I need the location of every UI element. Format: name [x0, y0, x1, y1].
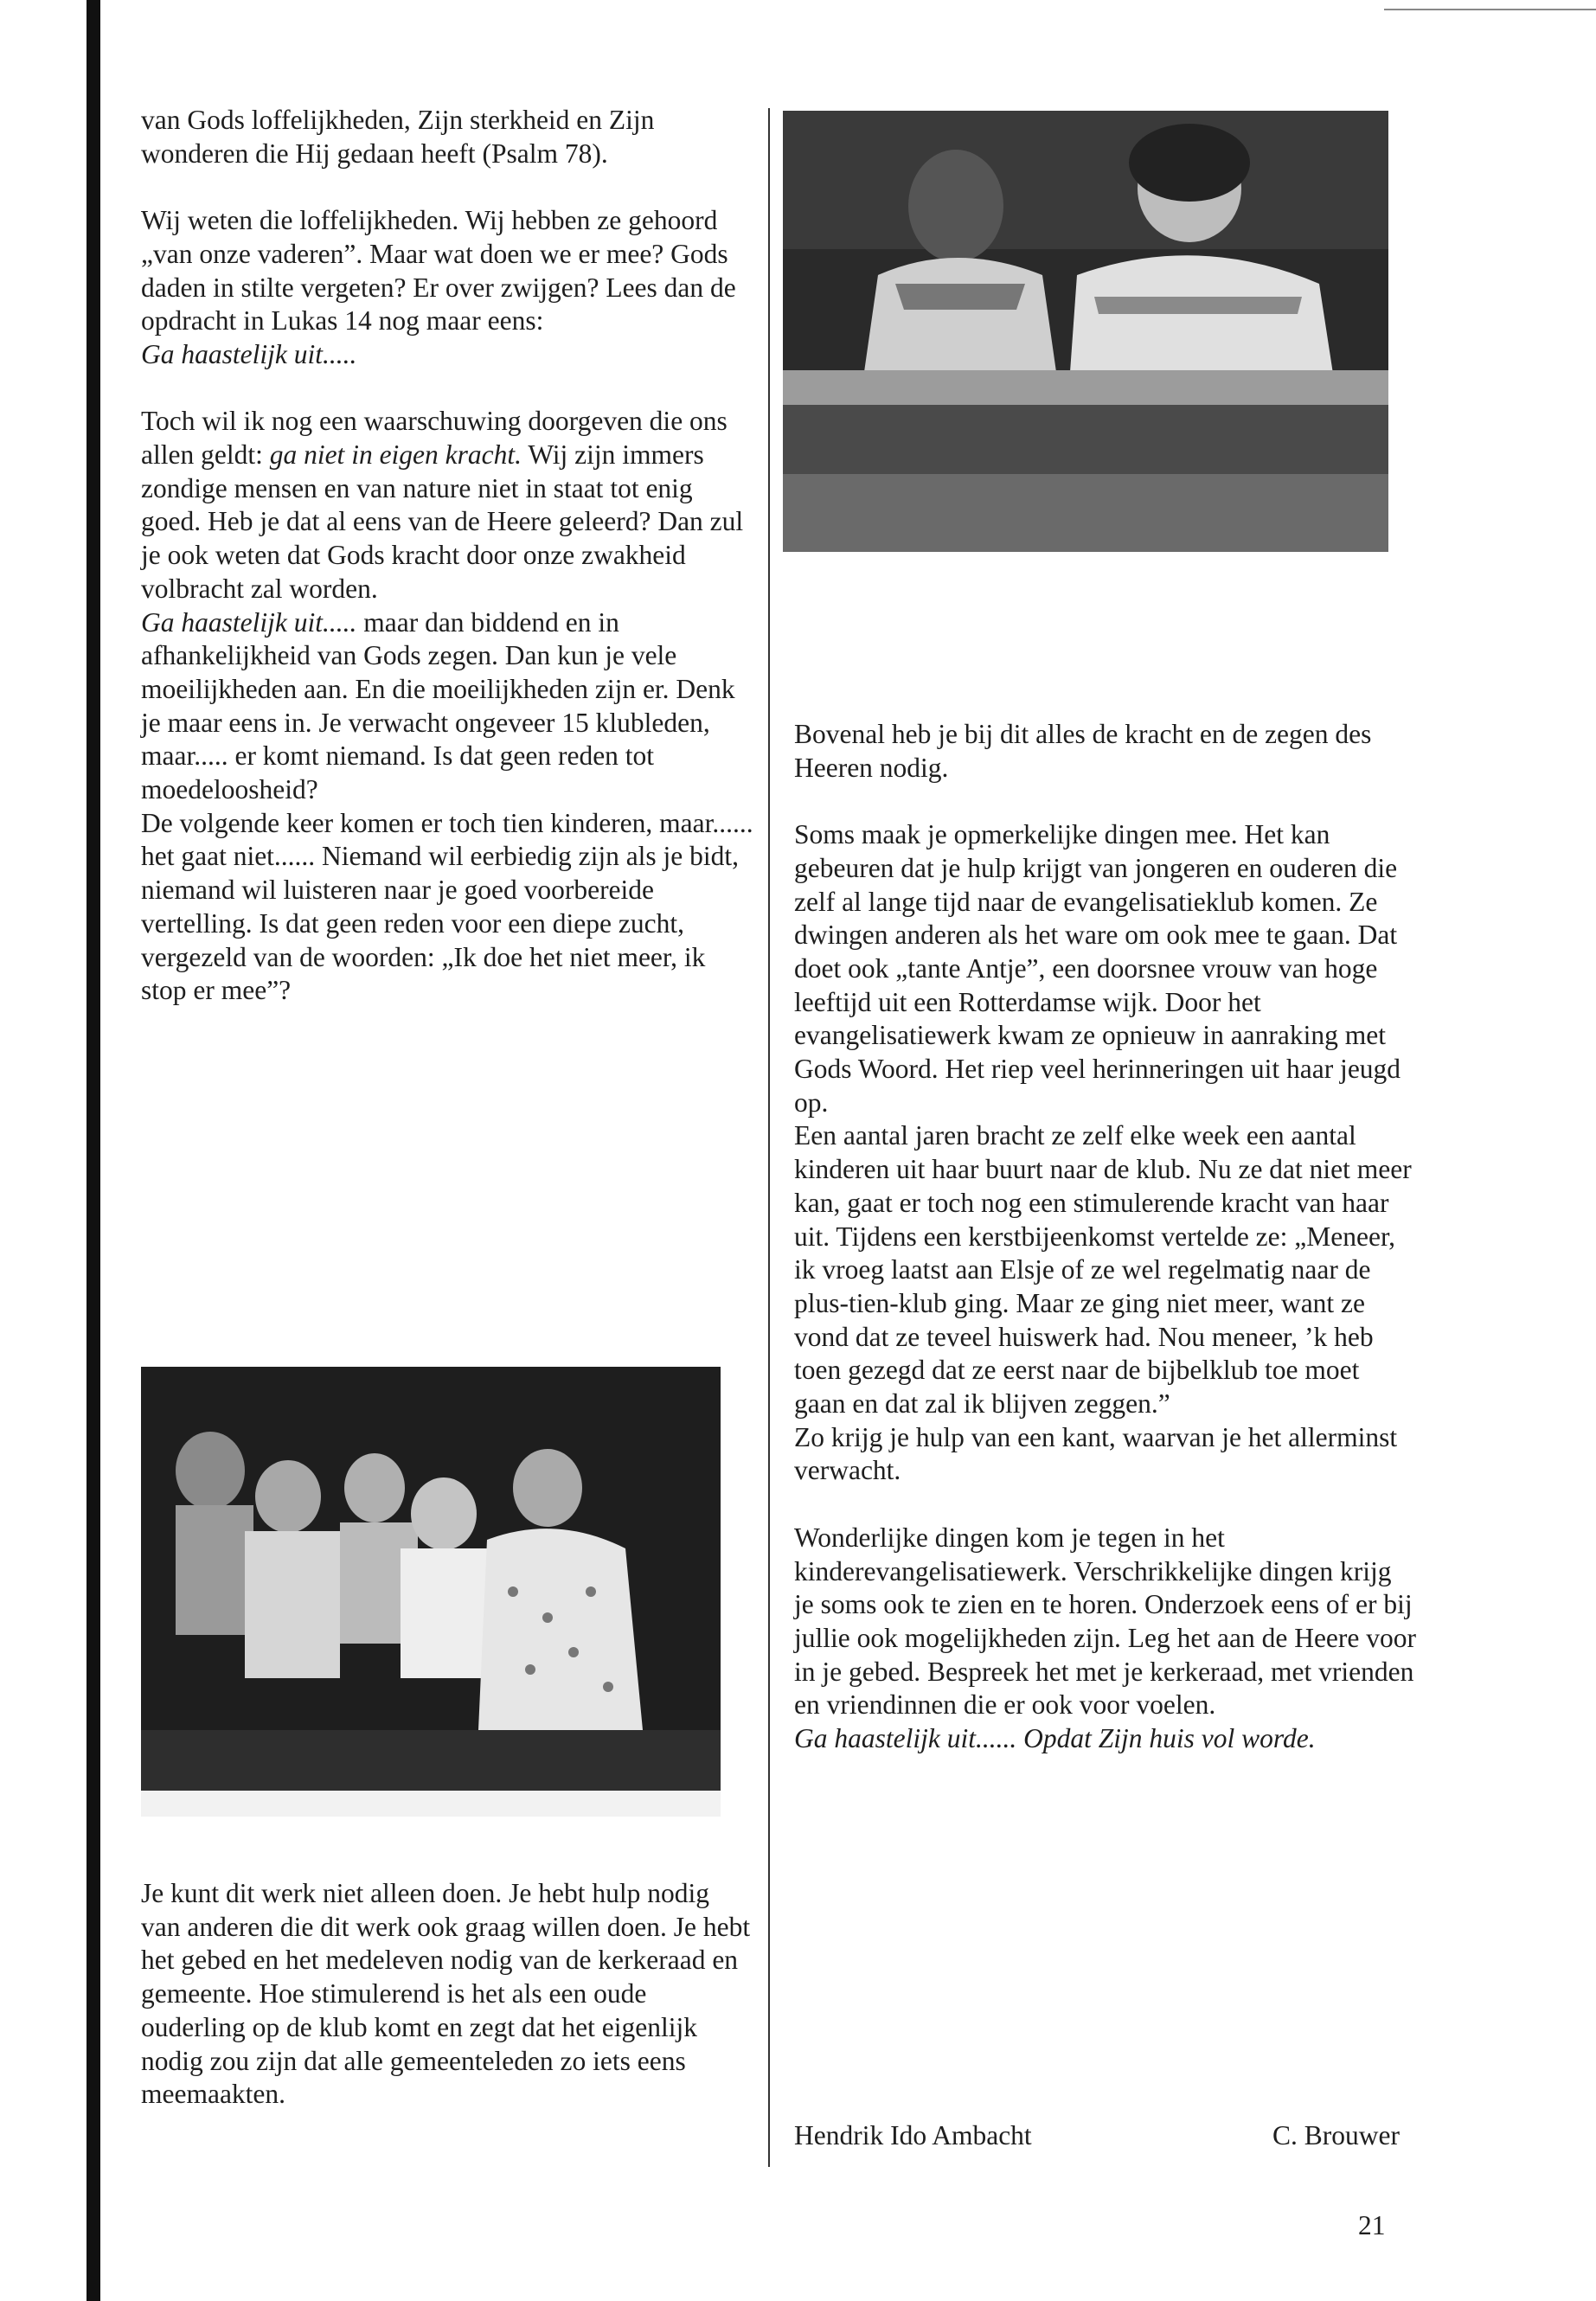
italic-phrase: Ga haastelijk uit..... [141, 606, 357, 638]
paragraph-text: Toch wil ik nog een waarschuwing doorgeven die ons allen geldt: [141, 406, 727, 470]
paragraph: Bovenal heb je bij dit alles de kracht en de zegen des Heeren nodig. [794, 719, 1372, 783]
paragraph: Een aantal jaren bracht ze zelf elke week een aantal kinderen uit haar buurt naar de klub. Nu ze dat niet meer kan, gaat er toch nog een stimulerende kracht van haar uit. Tijdens een kerstbijeenkomst vertelde ze: „Meneer, ik vroeg laatst aan Elsje of ze wel regelmatig naar de plus-tien-klub ging. Maar ze ging niet meer, want ze vond dat ze teveel huiswerk had. Nou meneer, ’k heb toen gezegd dat ze eerst naar de bijbelklub toe moet gaan en dat zal ik blijven zeggen.” [794, 1120, 1412, 1420]
photo-two-children-at-table [783, 111, 1388, 552]
top-rule [1384, 9, 1596, 10]
italic-closing: Ga haastelijk uit...... Opdat Zijn huis vol worde. [794, 1723, 1316, 1754]
column-divider [768, 108, 770, 2167]
paragraph [141, 606, 755, 807]
italic-phrase: ga niet in eigen kracht. [269, 439, 522, 470]
signature-author: C. Brouwer [1272, 2120, 1400, 2150]
paragraph-text: Wij zijn immers zondige mensen en van nature niet in staat tot enig goed. Heb je dat al eens van de Heere geleerd? Dan zul je ook weten dat Gods kracht door onze zwakheid volbracht zal worden. [141, 439, 744, 604]
paragraph: Wonderlijke dingen kom je tegen in het kinderevangelisatiewerk. Verschrikkelijke dingen krijg je soms ook te zien en te horen. Onderzoek eens of er bij jullie ook mogelijkheden zijn. Leg het aan de Heere voor in je gebed. Bespreek het met je kerkeraad, met vrienden en vriendinnen die er ook voor voelen. [794, 1522, 1416, 1721]
paragraph: Zo krijg je hulp van een kant, waarvan je het allerminst verwacht. [794, 1421, 1398, 1486]
paragraph: Soms maak je opmerkelijke dingen mee. Het kan gebeuren dat je hulp krijgt van jongeren en ouderen die zelf al lange tijd naar de evangelisatieklub komen. Ze dwingen anderen als het ware om ook mee te gaan. Dat doet ook „tante Antje”, een doorsnee vrouw van hoge leeftijd uit een Rotterdamse wijk. Door het evangelisatiewerk kwam ze opnieuw in aanraking met Gods Woord. Het riep veel herinneringen uit haar jeugd op. [794, 819, 1401, 1118]
italic-phrase: Ga haastelijk uit..... [141, 338, 357, 369]
left-column-bottom [141, 1877, 755, 2112]
paragraph: De volgende keer komen er toch tien kinderen, maar...... het gaat niet...... Niemand wil eerbiedig zijn als je bidt, niemand wil luisteren naar je goed voorbereide vertelling. Is dat geen reden voor een diepe zucht, vergezeld van de woorden: „Ik doe het niet meer, ik stop er mee”? [141, 807, 753, 1006]
left-column-top [141, 104, 755, 1008]
paragraph [141, 405, 755, 606]
page-number: 21 [1358, 2210, 1386, 2240]
paragraph [141, 204, 755, 372]
right-column [794, 718, 1417, 1756]
paragraph-text: Wij weten die loffelijkheden. Wij hebben ze gehoord „van onze vaderen”. Maar wat doen we er mee? Gods daden in stilte vergeten? Er over zwijgen? Lees dan de opdracht in Lukas 14 nog maar eens: [141, 205, 736, 336]
signature [794, 2119, 1400, 2154]
paragraph: Je kunt dit werk niet alleen doen. Je hebt hulp nodig van anderen die dit werk ook graag willen doen. Je hebt het gebed en het medeleven nodig van de kerkeraad en gemeente. Hoe stimulerend is het als een oude ouderling op de klub komt en zegt dat het eigenlijk nodig zou zijn dat alle gemeenteleden zo iets eens meemaakten. [141, 1878, 751, 2110]
photo-group-of-children [141, 1367, 721, 1817]
binding-edge [87, 0, 100, 2301]
paragraph-text: maar dan biddend en in afhankelijkheid van Gods zegen. Dan kun je vele moeilijkheden aan. En die moeilijkheden zijn er. Denk je maar eens in. Je verwacht ongeveer 15 klubleden, maar..... er komt niemand. Is dat geen reden tot moedeloosheid? [141, 606, 735, 805]
paragraph: van Gods loffelijkheden, Zijn sterkheid en Zijn wonderen die Hij gedaan heeft (Psalm 78). [141, 105, 655, 169]
signature-place: Hendrik Ido Ambacht [794, 2120, 1032, 2150]
